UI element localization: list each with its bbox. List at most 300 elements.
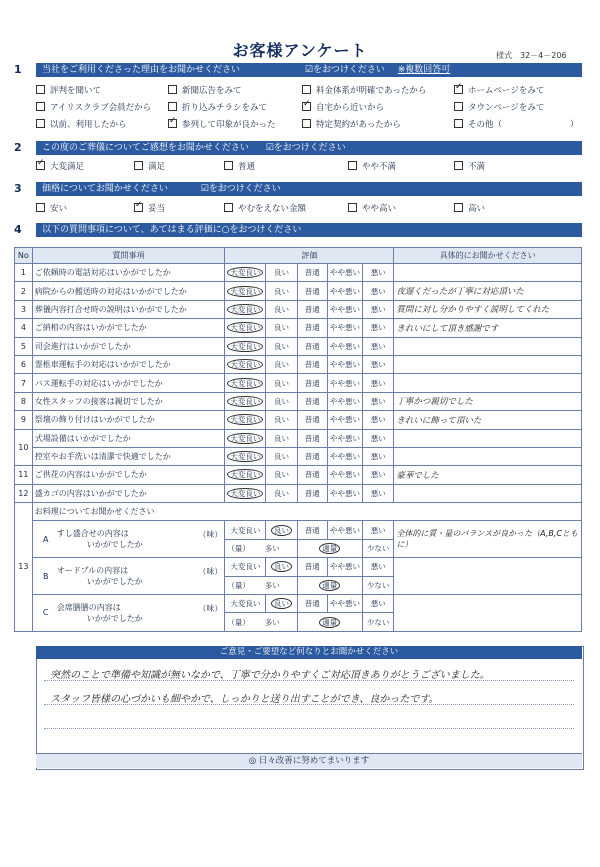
checkbox-icon[interactable]	[454, 161, 463, 170]
rating-option[interactable]	[225, 466, 266, 484]
rating-label: やや悪い	[329, 470, 360, 480]
rating-label: 良い	[273, 433, 289, 443]
option-label: 参列して印象が良かった	[182, 120, 276, 130]
rating-option[interactable]	[266, 558, 297, 576]
rating-option[interactable]	[327, 392, 362, 410]
sec1-option[interactable]	[36, 101, 151, 113]
rating-label: 良い	[273, 470, 289, 480]
option-label: その他（	[468, 120, 503, 130]
form-number: 様式 32－4－206	[496, 51, 567, 60]
page-title: お客様アンケート	[232, 41, 368, 60]
option-label: 以前、利用したから	[50, 120, 127, 130]
table-row	[15, 392, 582, 410]
sec1-option[interactable]	[36, 84, 101, 96]
section-1-label: 当社をご利用くださった理由をお聞かせください	[42, 65, 241, 75]
rating-option[interactable]	[297, 613, 362, 631]
rating-option[interactable]	[225, 613, 297, 631]
rating-option[interactable]	[225, 392, 266, 410]
rating-label: 普通	[304, 396, 320, 406]
rating-label: 普通	[304, 341, 320, 351]
section-4-number: 4	[14, 223, 22, 236]
food-title: お料理についてお聞かせください	[32, 503, 581, 521]
question-text: 盛カゴの内容はいかがでしたか	[32, 484, 225, 502]
food-question-line: 会席膳膳の内容は	[56, 602, 121, 612]
rating-label: やや悪い	[329, 562, 360, 572]
rating-option[interactable]	[225, 595, 266, 613]
checkbox-icon[interactable]	[348, 161, 357, 170]
option-label: 不満	[468, 162, 486, 172]
rating-label: 大変良い	[227, 469, 263, 480]
rating-option[interactable]	[362, 300, 393, 318]
rating-label: 良い	[273, 304, 289, 314]
row-number: 13	[15, 503, 33, 632]
rating-label: 良い	[273, 488, 289, 498]
question-text: 女性スタッフの接客は親切でしたか	[32, 392, 225, 410]
sec3-option[interactable]	[36, 202, 67, 214]
sec1-option[interactable]	[168, 84, 242, 96]
sec3-option[interactable]	[224, 202, 306, 214]
rating-option[interactable]	[225, 300, 266, 318]
row-number: 6	[15, 355, 33, 373]
checkbox-icon[interactable]	[302, 102, 311, 111]
qty-label: （量）	[227, 580, 250, 590]
rating-label: 悪い	[370, 470, 386, 480]
table-row	[15, 484, 582, 502]
row-number: 11	[15, 466, 33, 484]
row-number: 9	[15, 411, 33, 429]
sec2-option[interactable]	[454, 160, 485, 172]
rating-option[interactable]	[266, 447, 297, 465]
rating-option[interactable]	[362, 264, 393, 282]
other-close-paren: ）	[570, 120, 579, 130]
food-question-line: いかがでしたか	[86, 613, 143, 623]
table-row	[15, 466, 582, 484]
sec2-option[interactable]	[224, 160, 255, 172]
rating-label: 普通	[304, 415, 320, 425]
option-label: 満足	[148, 162, 166, 172]
detail-answer	[394, 484, 582, 502]
rating-label: 少ない	[366, 544, 390, 554]
rating-label: 良い	[273, 360, 289, 370]
rating-option[interactable]	[225, 337, 266, 355]
checkbox-icon[interactable]	[454, 102, 463, 111]
rating-label: 大変良い	[227, 267, 263, 278]
detail-answer	[394, 355, 582, 373]
section-1-number: 1	[14, 63, 22, 76]
rating-option[interactable]	[327, 319, 362, 337]
rating-option[interactable]	[266, 429, 297, 447]
rating-option[interactable]	[266, 466, 297, 484]
checkbox-icon[interactable]	[454, 203, 463, 212]
rating-label: やや悪い	[329, 286, 360, 296]
table-row	[15, 355, 582, 373]
sec1-option[interactable]	[168, 101, 267, 113]
rating-option[interactable]	[362, 576, 393, 594]
rating-label: やや悪い	[329, 525, 360, 535]
rating-option[interactable]	[297, 521, 327, 539]
checkbox-icon[interactable]	[454, 119, 463, 128]
rating-label: 良い	[271, 598, 292, 609]
sec2-option[interactable]	[36, 160, 84, 172]
rating-option[interactable]	[327, 521, 362, 539]
comment-box	[36, 646, 584, 770]
rating-label: 大変良い	[227, 286, 263, 297]
rating-label: 普通	[304, 378, 320, 388]
option-label: 普通	[238, 162, 256, 172]
detail-answer: きれいにして頂き感謝です	[394, 319, 582, 337]
rating-option[interactable]	[362, 355, 393, 373]
option-label: 安い	[50, 204, 68, 214]
rating-option[interactable]	[297, 374, 327, 392]
taste-label: （味）	[198, 603, 223, 613]
rating-label: 普通	[304, 304, 320, 314]
question-text: 司会進行はいかがでしたか	[32, 337, 225, 355]
detail-answer: 全体的に質・量のバランスが良かった（A,B,Cともに）	[394, 521, 582, 558]
detail-answer: 質問に対し分かりやすく説明してくれた	[394, 300, 582, 318]
row-number: 2	[15, 282, 33, 300]
rating-label: やや悪い	[329, 360, 360, 370]
checkbox-icon[interactable]	[302, 119, 311, 128]
rating-option[interactable]	[362, 521, 393, 539]
rating-option[interactable]	[297, 576, 362, 594]
rating-option[interactable]	[362, 539, 393, 557]
rating-label: 少ない	[366, 580, 390, 590]
food-question-line: いかがでしたか	[86, 577, 143, 587]
col-detail: 具体的にお聞かせください	[394, 248, 582, 264]
rating-option[interactable]	[225, 282, 266, 300]
checkbox-icon[interactable]	[224, 161, 233, 170]
rating-label: 大変良い	[227, 341, 263, 352]
detail-answer	[394, 558, 582, 595]
rating-option[interactable]	[362, 466, 393, 484]
row-number: 5	[15, 337, 33, 355]
rating-label: 普通	[304, 286, 320, 296]
rating-label: 大変良い	[227, 488, 263, 499]
rating-label: 悪い	[370, 599, 386, 609]
table-row	[15, 447, 582, 465]
detail-answer: 丁寧かつ親切でした	[394, 392, 582, 410]
question-text: ご納棺の内容はいかがでしたか	[32, 319, 225, 337]
rating-label: 悪い	[370, 415, 386, 425]
option-label: 特定契約があったから	[316, 120, 401, 130]
table-row	[15, 319, 582, 337]
detail-answer	[394, 429, 582, 447]
rating-label: 良い	[273, 286, 289, 296]
rating-option[interactable]	[362, 484, 393, 502]
food-key: C	[42, 608, 49, 618]
rating-option[interactable]	[297, 484, 327, 502]
section-3-note: ☑をおつけください	[200, 184, 281, 194]
rating-option[interactable]	[266, 595, 297, 613]
rating-option[interactable]	[266, 374, 297, 392]
rating-option[interactable]	[327, 355, 362, 373]
rating-option[interactable]	[297, 392, 327, 410]
qty-label: （量）	[227, 544, 250, 554]
checkbox-icon[interactable]	[134, 161, 143, 170]
sec2-option[interactable]	[134, 160, 165, 172]
rating-option[interactable]	[297, 337, 327, 355]
qty-label: （量）	[227, 617, 250, 627]
rating-label: 悪い	[370, 360, 386, 370]
rating-label: やや悪い	[329, 415, 360, 425]
rating-label: 良い	[271, 525, 292, 536]
rating-label: やや悪い	[329, 599, 360, 609]
rating-option[interactable]	[266, 521, 297, 539]
rating-option[interactable]	[297, 558, 327, 576]
rating-option[interactable]	[225, 484, 266, 502]
rating-label: 多い	[264, 544, 280, 554]
rating-option[interactable]	[297, 411, 327, 429]
rating-option[interactable]	[327, 374, 362, 392]
rating-option[interactable]	[362, 411, 393, 429]
rating-label: やや悪い	[329, 452, 360, 462]
rating-label: 悪い	[370, 433, 386, 443]
checkbox-icon[interactable]	[36, 161, 45, 170]
row-number: 1	[15, 264, 33, 282]
rating-option[interactable]	[266, 392, 297, 410]
section-1-note2: ※複数回答可	[397, 65, 451, 75]
table-row	[15, 521, 582, 539]
rating-option[interactable]	[266, 484, 297, 502]
sec3-option[interactable]	[348, 202, 396, 214]
col-no: No	[15, 248, 33, 264]
rating-option[interactable]	[266, 337, 297, 355]
row-number: 8	[15, 392, 33, 410]
sec3-option[interactable]	[134, 202, 165, 214]
sec1-option[interactable]	[454, 118, 502, 130]
table-row	[15, 282, 582, 300]
option-label: 折り込みチラシをみて	[182, 103, 268, 113]
rating-label: 良い	[273, 452, 289, 462]
checkbox-icon[interactable]	[168, 85, 177, 94]
rating-label: 良い	[273, 268, 289, 278]
detail-answer	[394, 447, 582, 465]
rating-option[interactable]	[225, 374, 266, 392]
question-text: 霊柩車運転手の対応はいかがでしたか	[32, 355, 225, 373]
rating-option[interactable]	[266, 411, 297, 429]
checkbox-icon[interactable]	[168, 102, 177, 111]
col-item: 質問事項	[32, 248, 225, 264]
option-label: 新聞広告をみて	[182, 86, 242, 96]
rating-label: 大変良い	[227, 322, 263, 333]
rating-option[interactable]	[327, 484, 362, 502]
detail-answer: 夜遅くだったが丁寧に対応頂いた	[394, 282, 582, 300]
rating-option[interactable]	[327, 337, 362, 355]
table-row	[15, 503, 582, 521]
sec1-option[interactable]	[302, 84, 426, 96]
question-text: ご供花の内容はいかがでしたか	[32, 466, 225, 484]
rating-option[interactable]	[327, 300, 362, 318]
rating-option[interactable]	[297, 282, 327, 300]
row-number: 4	[15, 319, 33, 337]
col-eval: 評価	[225, 248, 394, 264]
rating-label: 良い	[271, 561, 292, 572]
rating-option[interactable]	[266, 355, 297, 373]
rating-option[interactable]	[266, 300, 297, 318]
rating-label: 少ない	[366, 617, 390, 627]
rating-option[interactable]	[225, 539, 297, 557]
comment-header: ご意見・ご要望など何なりとお聞かせください	[36, 646, 582, 659]
rating-option[interactable]	[327, 429, 362, 447]
option-label: タウンページをみて	[468, 103, 545, 113]
comment-rule	[44, 728, 574, 729]
rating-option[interactable]	[225, 319, 266, 337]
table-row	[15, 595, 582, 613]
rating-label: やや悪い	[329, 268, 360, 278]
rating-option[interactable]	[327, 466, 362, 484]
rating-label: やや悪い	[329, 341, 360, 351]
rating-label: 大変良い	[227, 451, 263, 462]
checkbox-icon[interactable]	[454, 85, 463, 94]
food-question	[32, 595, 225, 632]
comment-footer: ◎ 日々改善に努めてまいります	[36, 753, 582, 768]
rating-option[interactable]	[362, 429, 393, 447]
detail-answer: きれいに飾って頂いた	[394, 411, 582, 429]
rating-option[interactable]	[266, 264, 297, 282]
detail-answer	[394, 374, 582, 392]
detail-answer: 豪華でした	[394, 466, 582, 484]
rating-option[interactable]	[362, 595, 393, 613]
table-row	[15, 337, 582, 355]
checkbox-icon[interactable]	[36, 203, 45, 212]
rating-option[interactable]	[225, 558, 266, 576]
rating-option[interactable]	[362, 337, 393, 355]
checkbox-icon[interactable]	[36, 102, 45, 111]
rating-label: 悪い	[370, 341, 386, 351]
sec1-option[interactable]	[302, 118, 401, 130]
rating-label: 良い	[273, 323, 289, 333]
rating-option[interactable]	[225, 447, 266, 465]
rating-option[interactable]	[297, 595, 327, 613]
sec2-option[interactable]	[348, 160, 396, 172]
question-text: 葬儀内容打合せ時の説明はいかがでしたか	[32, 300, 225, 318]
question-text: 病院からの搬送時の対応はいかがでしたか	[32, 282, 225, 300]
taste-label: （味）	[198, 530, 223, 540]
rating-option[interactable]	[297, 355, 327, 373]
rating-option[interactable]	[266, 319, 297, 337]
table-row	[15, 300, 582, 318]
sec1-option[interactable]	[454, 101, 544, 113]
rating-label: 悪い	[370, 286, 386, 296]
option-label: 大変満足	[50, 162, 85, 172]
rating-label: 悪い	[370, 396, 386, 406]
rating-option[interactable]	[327, 558, 362, 576]
rating-option[interactable]	[362, 282, 393, 300]
checkbox-icon[interactable]	[168, 119, 177, 128]
rating-option[interactable]	[362, 447, 393, 465]
rating-label: 普通	[304, 599, 320, 609]
rating-option[interactable]	[327, 595, 362, 613]
rating-option[interactable]	[225, 264, 266, 282]
section-1-note: ☑をおつけください	[304, 65, 385, 75]
question-text: ご依頼時の電話対応はいかがでしたか	[32, 264, 225, 282]
checkbox-icon[interactable]	[302, 85, 311, 94]
rating-option[interactable]	[297, 319, 327, 337]
rating-option[interactable]	[297, 429, 327, 447]
rating-option[interactable]	[297, 539, 362, 557]
rating-option[interactable]	[362, 319, 393, 337]
checkbox-icon[interactable]	[348, 203, 357, 212]
rating-label: 悪い	[370, 268, 386, 278]
rating-label: 普通	[304, 525, 320, 535]
rating-option[interactable]	[225, 411, 266, 429]
rating-label: 普通	[304, 470, 320, 480]
sec1-option[interactable]	[302, 101, 384, 113]
sec1-option[interactable]	[454, 84, 544, 96]
rating-option[interactable]	[327, 264, 362, 282]
rating-label: 大変良い	[227, 378, 263, 389]
food-question-line: オードブルの内容は	[56, 566, 129, 576]
rating-option[interactable]	[327, 447, 362, 465]
rating-option[interactable]	[327, 282, 362, 300]
rating-label: 悪い	[370, 304, 386, 314]
rating-label: 普通	[304, 360, 320, 370]
rating-label: 悪い	[370, 378, 386, 388]
rating-label: 悪い	[370, 525, 386, 535]
sec1-option[interactable]	[36, 118, 127, 130]
question-text: 祭壇の飾り付けはいかがでしたか	[32, 411, 225, 429]
rating-option[interactable]	[362, 613, 393, 631]
rating-option[interactable]	[225, 355, 266, 373]
rating-label: 悪い	[370, 488, 386, 498]
row-number: 12	[15, 484, 33, 502]
rating-label: 多い	[264, 617, 280, 627]
rating-option[interactable]	[362, 374, 393, 392]
rating-option[interactable]	[225, 429, 266, 447]
section-4-label: 以下の質問事項について、あてはまる評価に○をおつけください	[42, 225, 302, 235]
rating-option[interactable]	[297, 466, 327, 484]
section-2-bar	[36, 141, 582, 155]
rating-label: 普通	[304, 268, 320, 278]
taste-label: （味）	[198, 567, 223, 577]
question-table	[14, 247, 582, 632]
rating-option[interactable]	[297, 300, 327, 318]
option-label: ホームページをみて	[468, 86, 545, 96]
food-question	[32, 521, 225, 558]
rating-option[interactable]	[297, 447, 327, 465]
rating-label: 大変良い	[227, 359, 263, 370]
rating-option[interactable]	[225, 576, 297, 594]
question-text: 控室やお手洗いは清潔で快適でしたか	[32, 447, 225, 465]
rating-option[interactable]	[297, 264, 327, 282]
rating-label: 悪い	[370, 452, 386, 462]
rating-option[interactable]	[362, 392, 393, 410]
sec3-option[interactable]	[454, 202, 485, 214]
checkbox-icon[interactable]	[134, 203, 143, 212]
food-question-line: すし盛合せの内容は	[56, 529, 129, 539]
comment-line-1: 突然のことで準備や知識が無いなかで、丁寧で分かりやすくご対応頂きありがとうございました。	[50, 670, 490, 681]
rating-option[interactable]	[362, 558, 393, 576]
section-4-bar	[36, 223, 582, 237]
rating-option[interactable]	[327, 411, 362, 429]
option-label: やむをえない金額	[238, 204, 307, 214]
section-3-number: 3	[14, 182, 22, 195]
comment-line-2: スタッフ皆様の心づかいも細やかで、しっかりと送り出すことができ、良かったです。	[50, 694, 439, 705]
rating-option[interactable]	[266, 282, 297, 300]
checkbox-icon[interactable]	[36, 85, 45, 94]
rating-label: 普通	[304, 562, 320, 572]
sec1-option[interactable]	[168, 118, 276, 130]
option-label: 高い	[468, 204, 486, 214]
section-1-bar	[36, 63, 582, 77]
table-row	[15, 264, 582, 282]
checkbox-icon[interactable]	[224, 203, 233, 212]
rating-label: 普通	[304, 323, 320, 333]
checkbox-icon[interactable]	[36, 119, 45, 128]
rating-option[interactable]	[225, 521, 266, 539]
rating-label: 大変良い	[230, 562, 261, 572]
question-text: バス運転手の対応はいかがでしたか	[32, 374, 225, 392]
